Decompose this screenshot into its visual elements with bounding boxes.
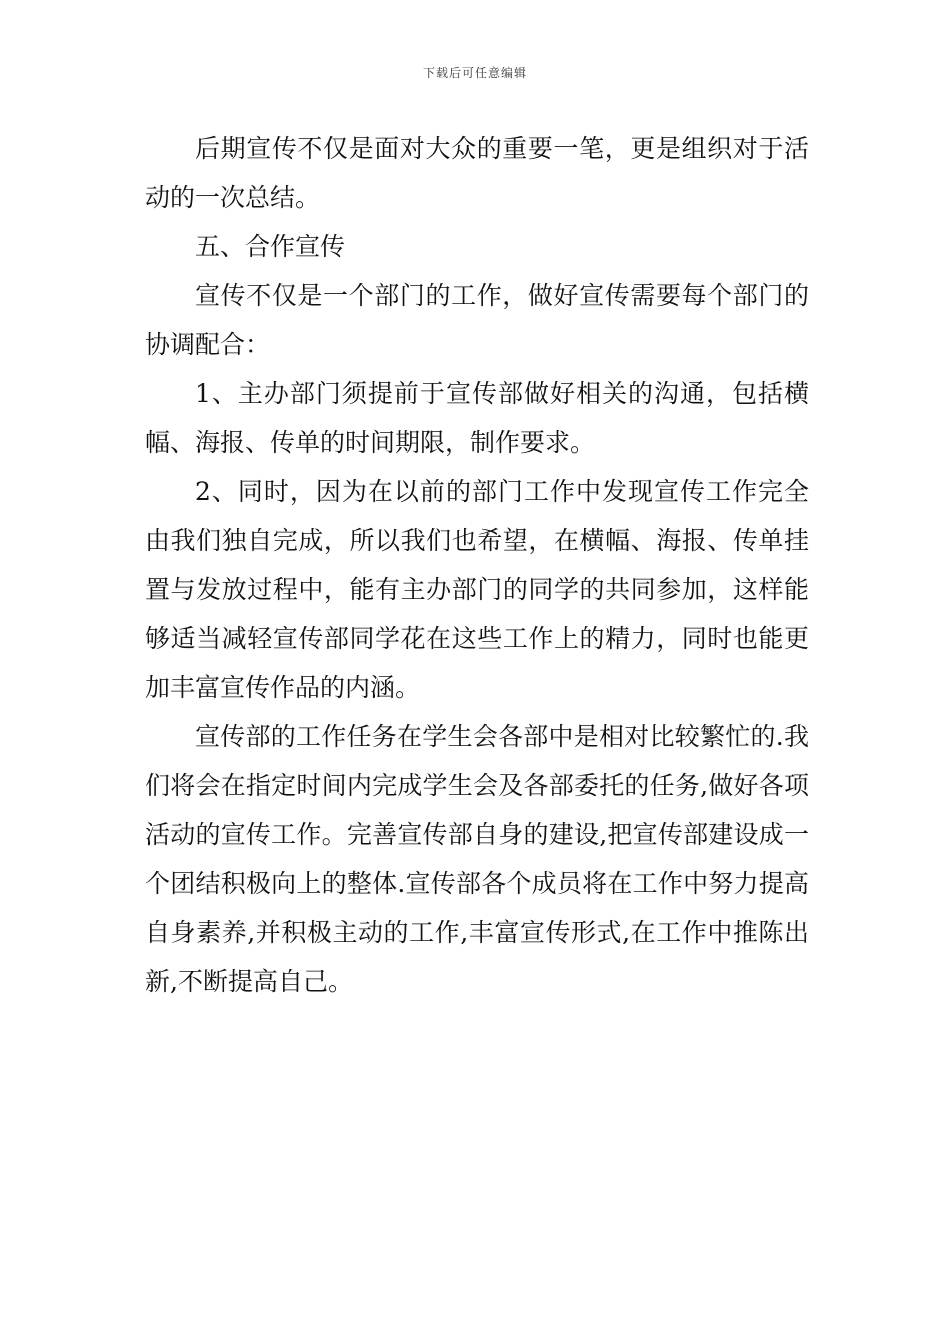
header-note: 下载后可任意编辑 (422, 66, 527, 80)
section-heading-cooperation: 五、合作宣传 (195, 232, 346, 261)
paragraph-summary: 后期宣传不仅是面对大众的重要一笔，更是组织对于活动的一次总结。 (145, 134, 809, 212)
document-body (145, 124, 809, 1006)
list-item-1: 1、主办部门须提前于宣传部做好相关的沟通，包括横幅、海报、传单的时间期限，制作要求。 (145, 379, 809, 457)
list-item-2: 2、同时，因为在以前的部门工作中发现宣传工作完全由我们独自完成，所以我们也希望，在横幅、海报、传单挂置与发放过程中，能有主办部门的同学的共同参加，这样能够适当减轻宣传部同学花在这些工作上的精力，同时也能更加丰富宣传作品的内涵。 (145, 477, 809, 702)
paragraph-conclusion: 宣传部的工作任务在学生会各部中是相对比较繁忙的.我们将会在指定时间内完成学生会及各部委托的任务,做好各项活动的宣传工作。完善宣传部自身的建设,把宣传部建设成一个团结积极向上的整体.宣传部各个成员将在工作中努力提高自身素养,并积极主动的工作,丰富宣传形式,在工作中推陈出新,不断提高自己。 (145, 722, 809, 996)
paragraph-cooperation-intro: 宣传不仅是一个部门的工作，做好宣传需要每个部门的协调配合： (145, 281, 809, 359)
